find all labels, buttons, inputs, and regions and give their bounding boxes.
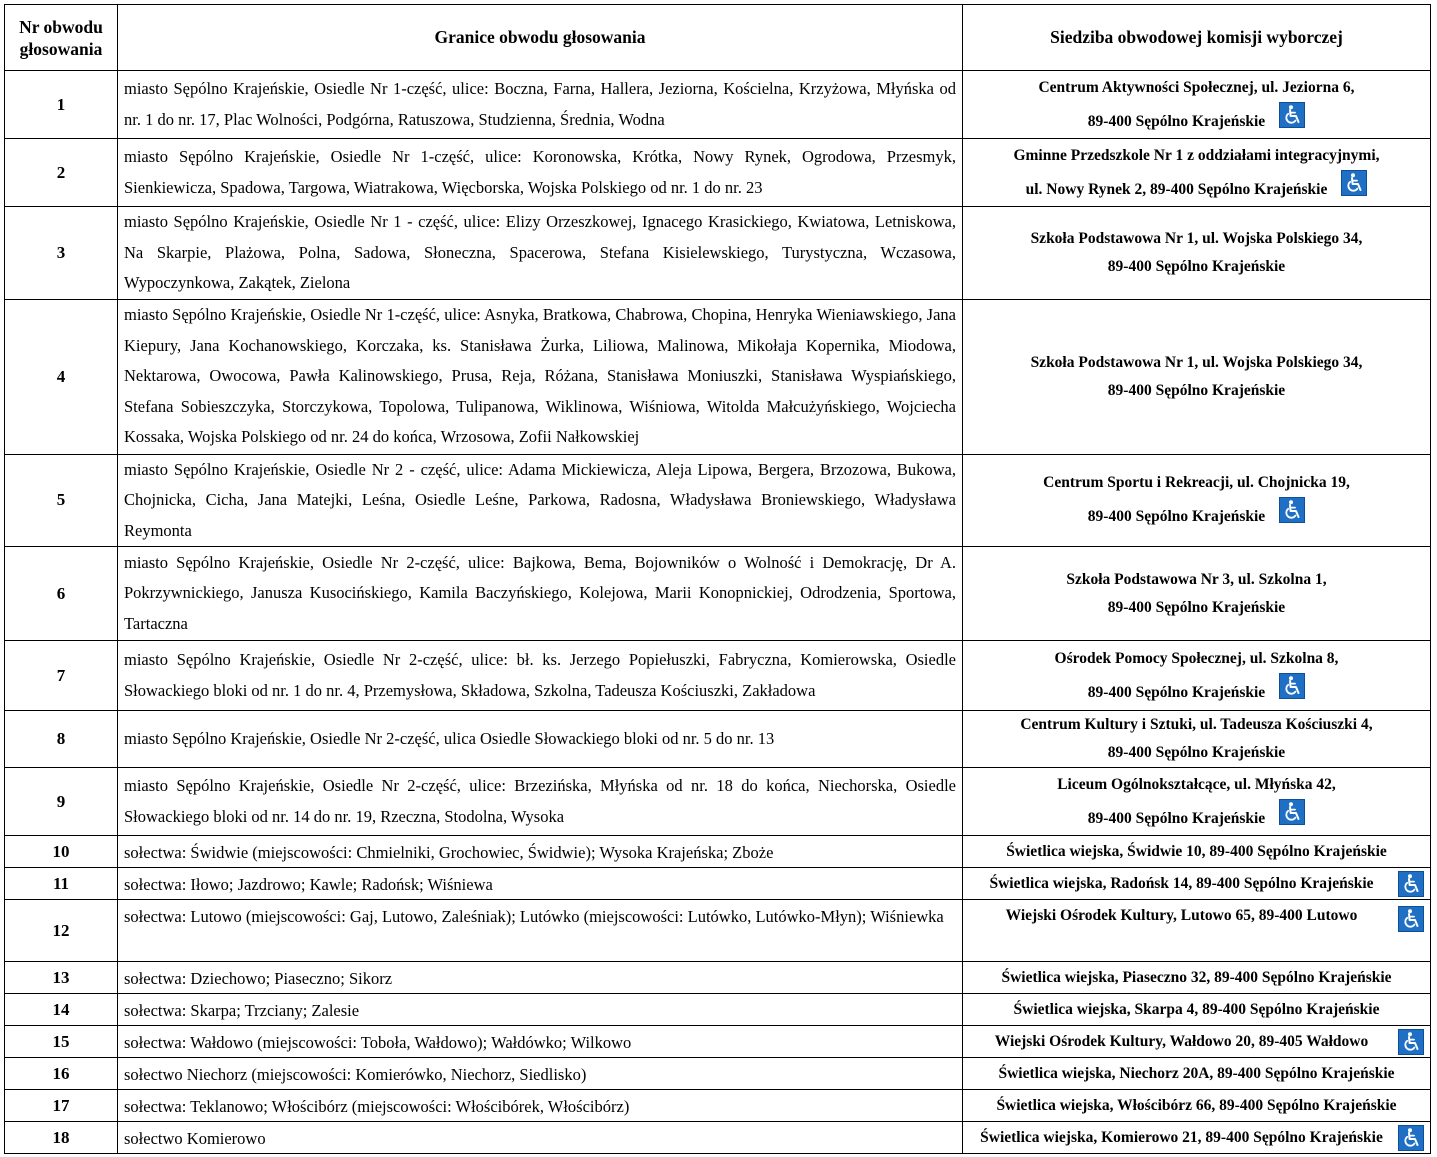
seat-line-2 (963, 377, 1430, 405)
commission-seat (963, 1122, 1431, 1154)
district-number: 7 (5, 641, 118, 711)
header-nr: Nr obwodu głosowania (5, 5, 118, 71)
seat-line-1 (963, 771, 1430, 799)
table-row (5, 71, 1431, 139)
district-number: 1 (5, 71, 118, 139)
table-row (5, 768, 1431, 836)
district-number: 3 (5, 207, 118, 300)
table-row (5, 207, 1431, 300)
seat-line-2 (963, 497, 1430, 531)
wheelchair-icon (1279, 799, 1305, 825)
district-number: 4 (5, 299, 118, 454)
header-granice: Granice obwodu głosowania (118, 5, 963, 71)
seat-address: Gminne Przedszkole Nr 1 z oddziałami integracyjnymi, (1013, 146, 1380, 164)
seat-address: Centrum Aktywności Społecznej, ul. Jeziorna 6, (1038, 78, 1355, 96)
seat-line-2 (963, 673, 1430, 707)
seat-line-1 (963, 349, 1430, 377)
seat-city: 89-400 Sępólno Krajeńskie (1087, 112, 1266, 130)
district-boundaries: miasto Sępólno Krajeńskie, Osiedle Nr 1-część, ulice: Boczna, Farna, Hallera, Jeziorna, Kościelna, Krzyżowa, Młyńska od nr. 1 do nr. 17, Plac Wolności, Podgórna, Ratuszowa, Studzienna, Średnia, Wodna (118, 71, 963, 139)
table-row (5, 139, 1431, 207)
seat-line-1 (963, 1063, 1430, 1085)
seat-line-1 (963, 711, 1430, 739)
table-row (5, 994, 1431, 1026)
wheelchair-icon (1398, 1029, 1424, 1055)
seat-city: 89-400 Sępólno Krajeńskie (1107, 257, 1286, 275)
seat-line-2 (963, 253, 1430, 281)
seat-city: 89-400 Sępólno Krajeńskie (1107, 598, 1286, 616)
table-row (5, 962, 1431, 994)
commission-seat (963, 71, 1431, 139)
table-row (5, 547, 1431, 641)
wheelchair-icon (1398, 906, 1424, 932)
voting-districts-table (4, 4, 1431, 1154)
seat-line-1 (963, 1095, 1430, 1117)
commission-seat (963, 1058, 1431, 1090)
seat-address: Szkoła Podstawowa Nr 1, ul. Wojska Polskiego 34, (1030, 353, 1363, 371)
seat-address: Świetlica wiejska, Świdwie 10, 89-400 Sępólno Krajeńskie (1006, 842, 1387, 860)
commission-seat (963, 454, 1431, 547)
wheelchair-icon (1279, 673, 1305, 699)
district-boundaries: sołectwa: Lutowo (miejscowości: Gaj, Lutowo, Zaleśniak); Lutówko (miejscowości: Lutówko, Lutówko-Młyn); Wiśniewka (118, 900, 963, 962)
district-number: 17 (5, 1090, 118, 1122)
district-number: 18 (5, 1122, 118, 1154)
seat-line-1 (963, 905, 1400, 927)
seat-line-1 (963, 225, 1430, 253)
district-boundaries: miasto Sępólno Krajeńskie, Osiedle Nr 1-część, ulice: Koronowska, Krótka, Nowy Rynek, Ogrodowa, Przesmyk, Sienkiewicza, Spadowa, Targowa, Wiatrakowa, Więcborska, Wojska Polskiego od nr. 1 do nr. 23 (118, 139, 963, 207)
seat-address: Liceum Ogólnokształcące, ul. Młyńska 42, (1057, 775, 1336, 793)
commission-seat (963, 768, 1431, 836)
seat-address: Świetlica wiejska, Komierowo 21, 89-400 Sępólno Krajeńskie (980, 1128, 1383, 1146)
district-number: 15 (5, 1026, 118, 1058)
commission-seat (963, 962, 1431, 994)
table-row (5, 711, 1431, 768)
seat-line-2 (963, 799, 1430, 833)
table-row (5, 641, 1431, 711)
commission-seat (963, 994, 1431, 1026)
table-row (5, 836, 1431, 868)
district-number: 14 (5, 994, 118, 1026)
seat-city: 89-400 Sępólno Krajeńskie (1107, 744, 1286, 761)
district-boundaries: miasto Sępólno Krajeńskie, Osiedle Nr 1 - część, ulice: Elizy Orzeszkowej, Ignacego Krasickiego, Kwiatowa, Letniskowa, Na Skarpie, Plażowa, Polna, Sadowa, Słoneczna, Spacerowa, Stefana Kisielewskiego, Turystyczna, Wczasowa, Wypoczynkowa, Zakątek, Zielona (118, 207, 963, 300)
commission-seat (963, 299, 1431, 454)
table-row (5, 1090, 1431, 1122)
seat-line-2 (963, 102, 1430, 136)
district-boundaries: sołectwo Niechorz (miejscowości: Komierówko, Niechorz, Siedlisko) (118, 1058, 963, 1090)
table-row (5, 900, 1431, 962)
district-boundaries: sołectwa: Wałdowo (miejscowości: Toboła, Wałdowo); Wałdówko; Wilkowo (118, 1026, 963, 1058)
district-number: 16 (5, 1058, 118, 1090)
seat-line-1 (963, 566, 1430, 594)
district-number: 12 (5, 900, 118, 962)
seat-line-1 (963, 1031, 1400, 1053)
district-number: 10 (5, 836, 118, 868)
table-row (5, 1122, 1431, 1154)
table-row (5, 454, 1431, 547)
commission-seat (963, 547, 1431, 641)
seat-address: Szkoła Podstawowa Nr 1, ul. Wojska Polskiego 34, (1030, 229, 1363, 247)
district-number: 6 (5, 547, 118, 641)
district-boundaries: sołectwa: Skarpa; Trzciany; Zalesie (118, 994, 963, 1026)
seat-city: ul. Nowy Rynek 2, 89-400 Sępólno Krajeńskie (1025, 180, 1328, 198)
commission-seat (963, 139, 1431, 207)
seat-line-1 (963, 74, 1430, 102)
header-siedziba: Siedziba obwodowej komisji wyborczej (963, 5, 1431, 71)
table-row (5, 1026, 1431, 1058)
seat-line-2 (963, 739, 1430, 767)
seat-address: Świetlica wiejska, Skarpa 4, 89-400 Sępólno Krajeńskie (1013, 1000, 1380, 1018)
district-boundaries: sołectwa: Świdwie (miejscowości: Chmielniki, Grochowiec, Świdwie); Wysoka Krajeńska; Zboże (118, 836, 963, 868)
table-row (5, 299, 1431, 454)
district-number: 8 (5, 711, 118, 768)
district-boundaries: miasto Sępólno Krajeńskie, Osiedle Nr 2-część, ulice: Bajkowa, Bema, Bojowników o Wolność i Demokrację, Dr A. Pokrzywnickiego, Janusza Kusocińskiego, Kamila Baczyńskiego, Kolejowa, Marii Konopnickiej, Odrodzenia, Sportowa, Tartaczna (118, 547, 963, 641)
seat-address: Ośrodek Pomocy Społecznej, ul. Szkolna 8, (1054, 649, 1339, 667)
table-body (5, 71, 1431, 1154)
seat-address: Szkoła Podstawowa Nr 3, ul. Szkolna 1, (1066, 570, 1327, 588)
commission-seat (963, 711, 1431, 768)
district-number: 2 (5, 139, 118, 207)
district-boundaries: sołectwa: Dziechowo; Piaseczno; Sikorz (118, 962, 963, 994)
commission-seat (963, 868, 1431, 900)
commission-seat (963, 836, 1431, 868)
seat-line-1 (963, 645, 1430, 673)
district-boundaries: miasto Sępólno Krajeńskie, Osiedle Nr 2-część, ulice: Brzezińska, Młyńska od nr. 18 do końca, Niechorska, Osiedle Słowackiego bloki od nr. 14 do nr. 19, Rzeczna, Stodolna, Wysoka (118, 768, 963, 836)
wheelchair-icon (1398, 1125, 1424, 1151)
seat-address: Centrum Sportu i Rekreacji, ul. Chojnicka 19, (1043, 474, 1350, 492)
seat-address: Świetlica wiejska, Włościbórz 66, 89-400 Sępólno Krajeńskie (996, 1096, 1397, 1114)
seat-city: 89-400 Sępólno Krajeńskie (1087, 683, 1266, 701)
seat-line-1 (963, 469, 1430, 497)
district-boundaries: sołectwo Komierowo (118, 1122, 963, 1154)
district-number: 11 (5, 868, 118, 900)
seat-address: Świetlica wiejska, Radońsk 14, 89-400 Sępólno Krajeńskie (989, 874, 1374, 892)
wheelchair-icon (1279, 497, 1305, 523)
wheelchair-icon (1279, 102, 1305, 128)
district-number: 9 (5, 768, 118, 836)
district-number: 5 (5, 454, 118, 547)
seat-line-1 (963, 142, 1430, 170)
district-boundaries: sołectwa: Iłowo; Jazdrowo; Kawle; Radońsk; Wiśniewa (118, 868, 963, 900)
district-number: 13 (5, 962, 118, 994)
seat-city: 89-400 Sępólno Krajeńskie (1087, 809, 1266, 827)
header-row (5, 5, 1431, 71)
seat-line-2 (963, 594, 1430, 622)
district-boundaries: miasto Sępólno Krajeńskie, Osiedle Nr 1-część, ulice: Asnyka, Bratkowa, Chabrowa, Chopina, Henryka Wieniawskiego, Jana Kiepury, Jana Kochanowskiego, Korczaka, ks. Stanisława Żurka, Liliowa, Malinowa, Mikołaja Kopernika, Miodowa, Nektarowa, Owocowa, Pawła Kalinowskiego, Prusa, Reja, Różana, Stanisława Moniuszki, Stanisława Wyspiańskiego, Stefana Sobieszczyka, Storczykowa, Topolowa, Tulipanowa, Wiklinowa, Wiśniowa, Witolda Małcużyńskiego, Wojciecha Kossaka, Wojska Polskiego od nr. 24 do końca, Wrzosowa, Zofii Nałkowskiej (118, 299, 963, 454)
wheelchair-icon (1398, 871, 1424, 897)
seat-line-1 (963, 1127, 1400, 1149)
seat-address: Świetlica wiejska, Piaseczno 32, 89-400 Sępólno Krajeńskie (1001, 968, 1392, 986)
seat-address: Wiejski Ośrodek Kultury, Wałdowo 20, 89-405 Wałdowo (994, 1032, 1369, 1050)
commission-seat (963, 641, 1431, 711)
seat-line-2 (963, 170, 1430, 204)
commission-seat (963, 1026, 1431, 1058)
district-boundaries: miasto Sępólno Krajeńskie, Osiedle Nr 2-część, ulica Osiedle Słowackiego bloki od nr. 5 do nr. 13 (118, 711, 963, 768)
seat-address: Świetlica wiejska, Niechorz 20A, 89-400 Sępólno Krajeńskie (998, 1064, 1395, 1082)
wheelchair-icon (1341, 170, 1367, 196)
seat-line-1 (963, 967, 1430, 989)
commission-seat (963, 207, 1431, 300)
commission-seat (963, 1090, 1431, 1122)
seat-line-1 (963, 841, 1430, 863)
district-boundaries: sołectwa: Teklanowo; Włościbórz (miejscowości: Włościbórek, Włościbórz) (118, 1090, 963, 1122)
commission-seat (963, 900, 1431, 962)
seat-city: 89-400 Sępólno Krajeńskie (1087, 508, 1266, 526)
seat-line-1 (963, 873, 1400, 895)
seat-city: 89-400 Sępólno Krajeńskie (1107, 381, 1286, 399)
table-row (5, 1058, 1431, 1090)
seat-address: Centrum Kultury i Sztuki, ul. Tadeusza Kościuszki 4, (1020, 716, 1373, 733)
table-row (5, 868, 1431, 900)
seat-address: Wiejski Ośrodek Kultury, Lutowo 65, 89-400 Lutowo (1005, 907, 1358, 924)
district-boundaries: miasto Sępólno Krajeńskie, Osiedle Nr 2-część, ulice: bł. ks. Jerzego Popiełuszki, Fabryczna, Komierowska, Osiedle Słowackiego bloki od nr. 1 do nr. 4, Przemysłowa, Składowa, Szkolna, Tadeusza Kościuszki, Zakładowa (118, 641, 963, 711)
district-boundaries: miasto Sępólno Krajeńskie, Osiedle Nr 2 - część, ulice: Adama Mickiewicza, Aleja Lipowa, Bergera, Brzozowa, Bukowa, Chojnicka, Cicha, Jana Matejki, Leśna, Osiedle Leśne, Parkowa, Radosna, Władysława Broniewskiego, Władysława Reymonta (118, 454, 963, 547)
seat-line-1 (963, 999, 1430, 1021)
